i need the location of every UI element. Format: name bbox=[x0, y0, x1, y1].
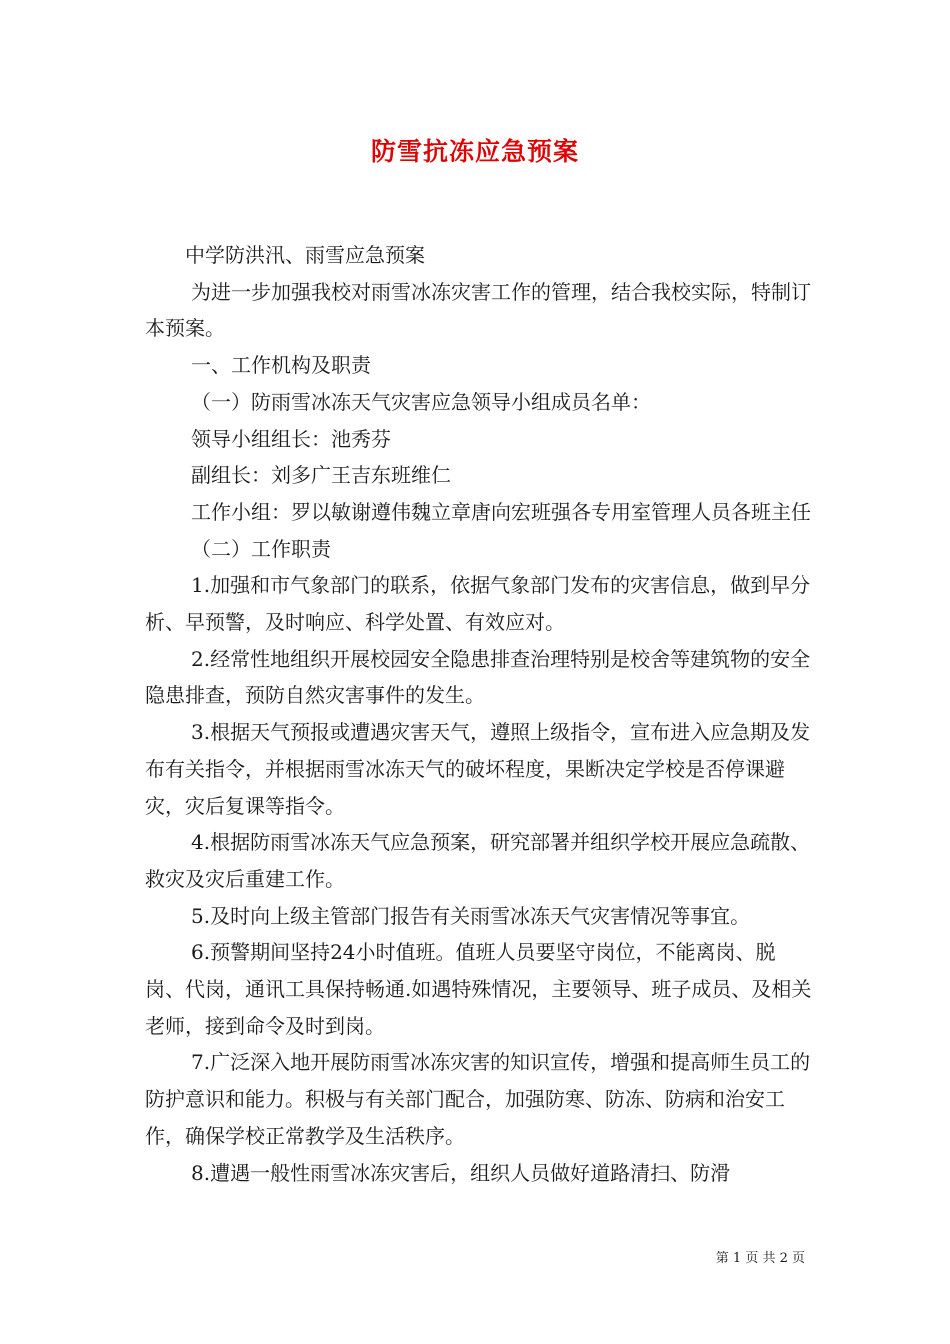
document-body bbox=[145, 237, 815, 1191]
paragraph-working-group: 工作小组：罗以敏谢遵伟魏立章唐向宏班强各专用室管理人员各班主任 bbox=[191, 499, 811, 524]
paragraph-item-8: 8.遭遇一般性雨雪冰冻灾害后，组织人员做好道路清扫、防滑 bbox=[191, 1160, 731, 1185]
paragraph-item-1: 1.加强和市气象部门的联系，依据气象部门发布的灾害信息，做到早分析、早预警，及时响应、科学处置、有效应对。 bbox=[145, 573, 811, 635]
page-footer: 第 1 页 共 2 页 bbox=[715, 1251, 805, 1266]
paragraph-item-4: 4.根据防雨雪冰冻天气应急预案，研究部署并组织学校开展应急疏散、救灾及灾后重建工作。 bbox=[145, 830, 811, 891]
paragraph-item-3: 3.根据天气预报或遭遇灾害天气，遵照上级指令，宣布进入应急期及发布有关指令，并根据雨雪冰冻天气的破坏程度，果断决定学校是否停课避灾，灾后复课等指令。 bbox=[145, 720, 811, 818]
paragraph-subsection-2: （二）工作职责 bbox=[191, 536, 331, 561]
paragraph-subsection-1: （一）防雨雪冰冻天气灾害应急领导小组成员名单： bbox=[191, 389, 651, 414]
paragraph-intro: 为进一步加强我校对雨雪冰冻灾害工作的管理，结合我校实际，特制订本预案。 bbox=[145, 279, 811, 341]
paragraph-leader: 领导小组组长：池秀芬 bbox=[191, 426, 391, 451]
paragraph-item-7: 7.广泛深入地开展防雨雪冰冻灾害的知识宣传，增强和提高师生员工的防护意识和能力。积极与有关部门配合，加强防寒、防冻、防病和治安工作，确保学校正常教学及生活秩序。 bbox=[145, 1050, 811, 1148]
paragraph-item-5: 5.及时向上级主管部门报告有关雨雪冰冻天气灾害情况等事宜。 bbox=[191, 903, 751, 928]
document-title: 防雪抗冻应急预案 bbox=[370, 137, 579, 166]
paragraph-section-1: 一、工作机构及职责 bbox=[191, 353, 371, 378]
paragraph-item-2: 2.经常性地组织开展校园安全隐患排查治理特别是校舍等建筑物的安全隐患排查，预防自然灾害事件的发生。 bbox=[145, 646, 811, 708]
paragraph-subtitle: 中学防洪汛、雨雪应急预案 bbox=[185, 243, 425, 267]
paragraph-item-6: 6.预警期间坚持24小时值班。值班人员要坚守岗位，不能离岗、脱岗、代岗，通讯工具保持畅通.如遇特殊情况，主要领导、班子成员、及相关老师，接到命令及时到岗。 bbox=[145, 940, 812, 1038]
paragraph-deputy: 副组长：刘多广王吉东班维仁 bbox=[191, 463, 451, 488]
